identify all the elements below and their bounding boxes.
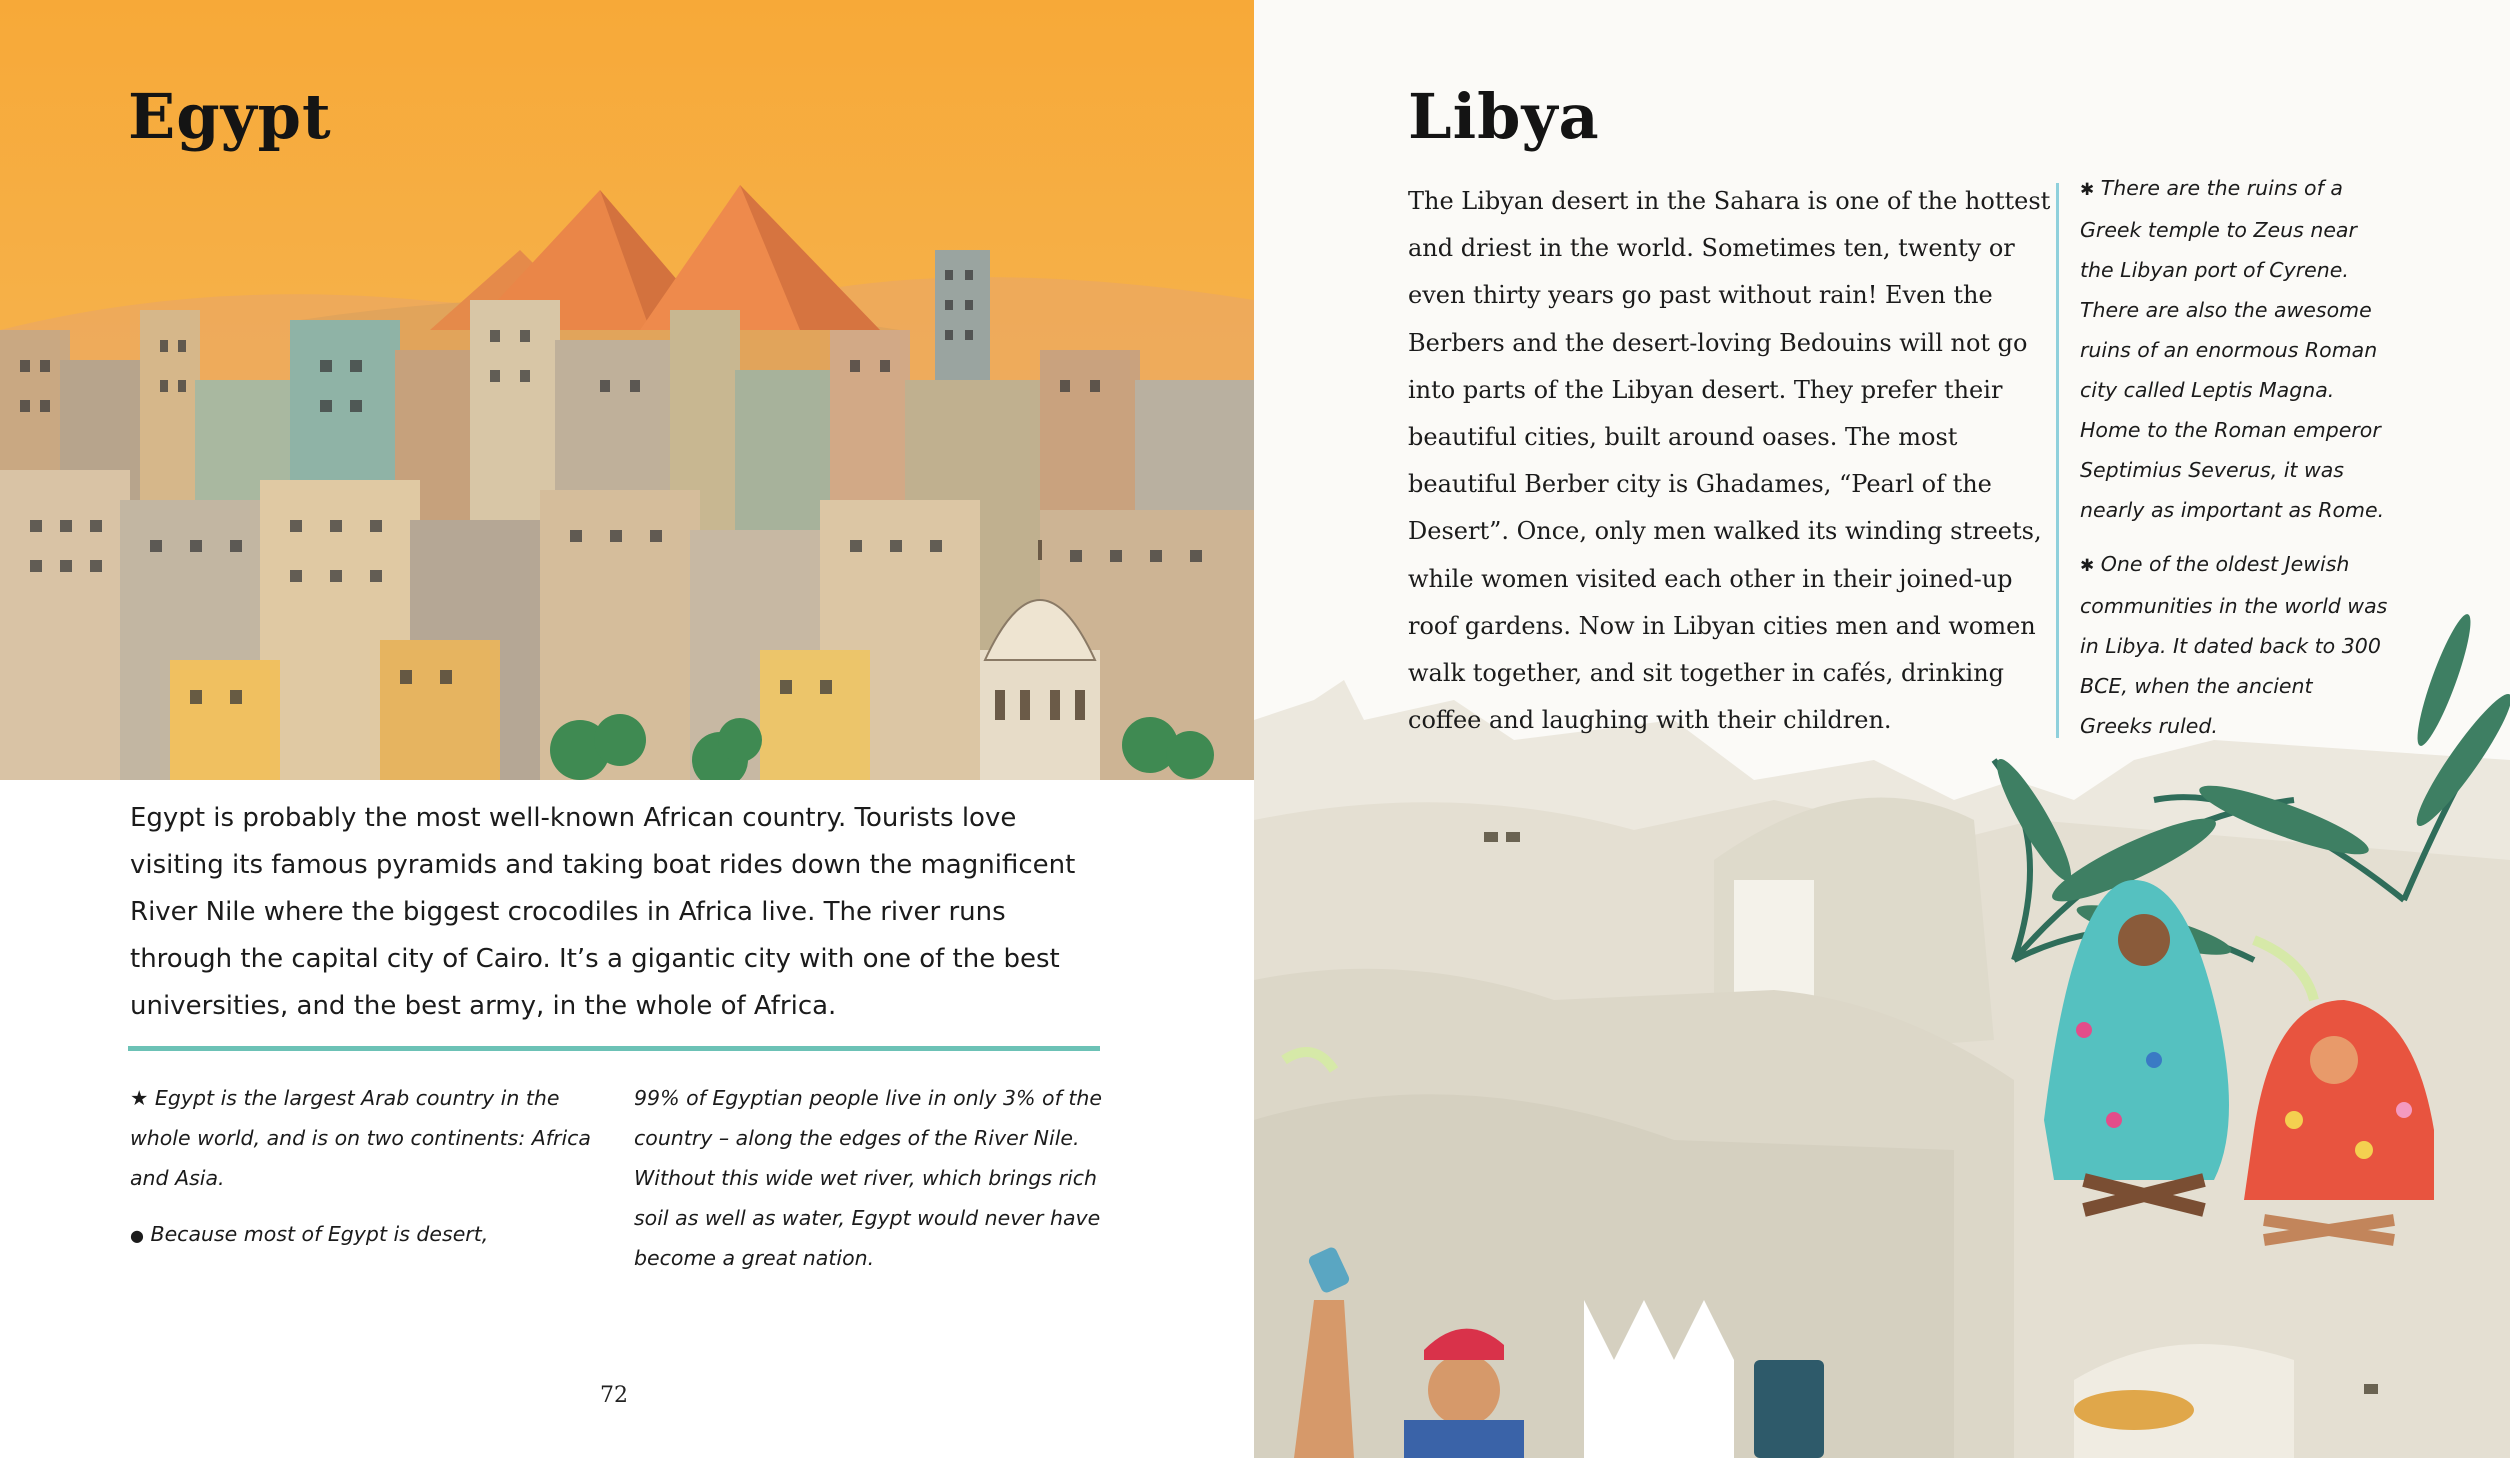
asterisk-icon: ✱ (2080, 556, 2095, 576)
fact-item: ✱ One of the oldest Jewish communities in the world was in Libya. It dated back to 300 BCE, when the ancient Greeks ruled. (2080, 552, 2388, 738)
facts-column (2080, 168, 2390, 746)
page-title: Libya (1408, 80, 1600, 153)
divider-line (128, 1046, 1100, 1051)
fact-item: ● Because most of Egypt is desert, (130, 1222, 489, 1246)
pattern-box (1754, 1360, 1824, 1458)
left-page (0, 0, 1254, 1458)
page-title: Egypt (128, 80, 332, 153)
main-paragraph: Egypt is probably the most well-known African country. Tourists love visiting its famous pyramids and taking boat rides down the magnificent River Nile where the biggest crocodiles in Africa live. The river runs through the capital city of Cairo. It’s a gigantic city with one of the best universities, and the best army, in the whole of Africa. (130, 803, 1076, 1021)
main-paragraph: The Libyan desert in the Sahara is one of the hottest and driest in the world. Sometimes ten, twenty or even thirty years go past without rain! Even the Berbers and the desert-loving Bedouins will not go into parts of the Libyan desert. They prefer their beautiful cities, built around oases. The most beautiful Berber city is Ghadames, “Pearl of the Desert”. Once, only men walked its winding streets, while women visited each other in their joined-up roof gardens. Now in Libyan cities men and women walk together, and sit together in cafés, drinking coffee and laughing with their children. (1408, 187, 2051, 735)
facts-column-2: 99% of Egyptian people live in only 3% of the country – along the edges of the River Nile. Without this wide wet river, which brings rich soil as well as water, Egypt would never have become a great nation. (634, 1086, 1102, 1270)
page-number: 72 (600, 1383, 628, 1408)
asterisk-icon: ✱ (2080, 180, 2095, 200)
facts-column-1 (130, 1078, 600, 1256)
dot-icon: ● (130, 1226, 144, 1245)
sidebar-divider (2056, 183, 2059, 738)
straw-hat (2074, 1390, 2194, 1430)
fact-item: ★ Egypt is the largest Arab country in the whole world, and is on two continents: Africa and Asia. (130, 1086, 591, 1190)
star-icon: ★ (130, 1086, 149, 1110)
right-page (1254, 0, 2510, 1458)
fact-item: ✱ There are the ruins of a Greek temple to Zeus near the Libyan port of Cyrene. There are also the awesome ruins of an enormous Roman city called Leptis Magna. Home to the Roman emperor Septimius Severus, it was nearly as important as Rome. (2080, 176, 2385, 522)
